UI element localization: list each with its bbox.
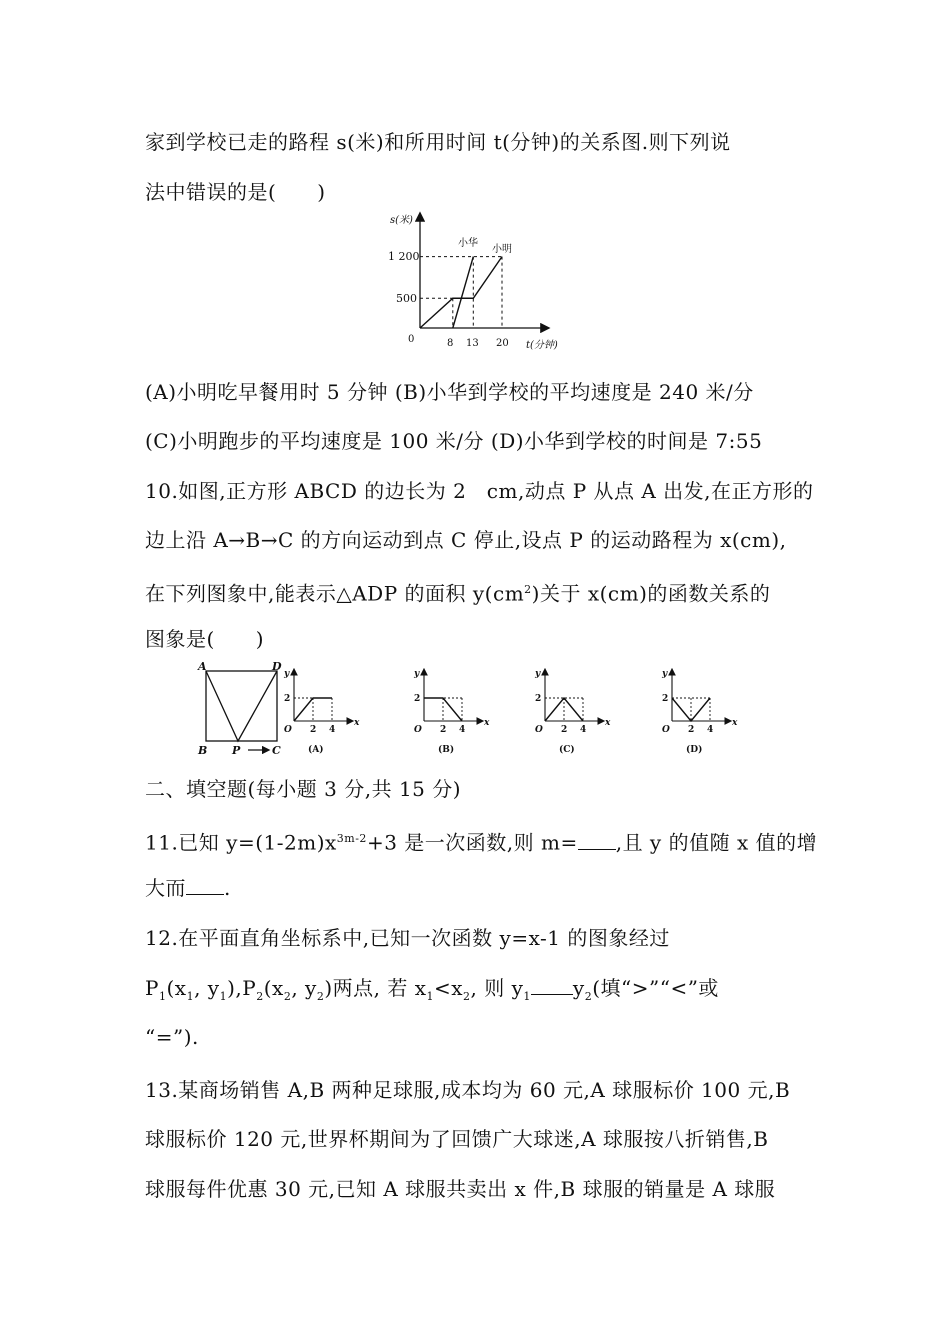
q9-stem-line1: 家到学校已走的路程 s(米)和所用时间 t(分钟)的关系图.则下列说	[145, 130, 731, 154]
q13-line3: 球服每件优惠 30 元,已知 A 球服共卖出 x 件,B 球服的销量是 A 球服	[145, 1177, 776, 1201]
axis-label-y: y	[284, 669, 290, 679]
tick-x-2: 2	[440, 725, 447, 735]
origin-label: O	[414, 725, 422, 735]
q13-line2: 球服标价 120 元,世界杯期间为了回馈广大球迷,A 球服按八折销售,B	[145, 1127, 769, 1151]
q10-option-graph-d	[661, 669, 738, 755]
q10-line4: 图象是( )	[145, 627, 265, 651]
function-line	[545, 698, 583, 721]
q10-line1: 10.如图,正方形 ABCD 的边长为 2 cm,动点 P 从点 A 出发,在正方形的	[145, 479, 814, 503]
series-line-2	[453, 257, 474, 328]
q9-x-tick-20: 20	[496, 338, 509, 349]
q12-cmp-mid: <x	[433, 976, 464, 1000]
q9-distance-time-graph	[380, 208, 580, 358]
q11-line2	[145, 875, 231, 901]
square-abcd	[206, 671, 277, 741]
q10-option-graph-c	[534, 669, 611, 755]
q9-stem-line2: 法中错误的是( )	[145, 180, 326, 204]
tick-x-4: 4	[329, 725, 336, 735]
q11-exponent: 3m-2	[336, 832, 367, 845]
q10-line3-b: )关于 x(cm)的函数关系的	[531, 581, 771, 606]
q11-line2-end: .	[224, 876, 231, 900]
q10-option-graph-a	[283, 669, 360, 755]
tick-y-2: 2	[284, 694, 291, 704]
q9-y-tick-500: 500	[396, 292, 417, 305]
q11-line1	[145, 826, 817, 856]
tick-x-4: 4	[459, 725, 466, 735]
q12-p2-b-sub: 2	[316, 990, 325, 1003]
q12-p1-b: , y	[194, 976, 220, 1000]
tick-y-2: 2	[662, 694, 669, 704]
q9-x-tick-13: 13	[466, 338, 479, 349]
q12-ans-sub1: 1	[523, 990, 531, 1003]
q10-line2: 边上沿 A→B→C 的方向运动到点 C 停止,设点 P 的运动路程为 x(cm),	[145, 528, 787, 552]
option-label: (D)	[686, 745, 703, 755]
section-2-title: 二、填空题(每小题 3 分,共 15 分)	[145, 777, 462, 801]
q12-line3: “=”).	[145, 1025, 199, 1049]
q12-ans-sub2: 2	[584, 990, 593, 1003]
function-line	[672, 698, 710, 721]
q9-label-xiaohua: 小华	[458, 238, 478, 249]
tick-x-2: 2	[688, 725, 695, 735]
tick-x-4: 4	[707, 725, 714, 735]
q10-square-figure	[197, 660, 282, 757]
q12-line2	[145, 975, 719, 1010]
q9-x-tick-8: 8	[447, 338, 454, 349]
q12-cmp-sub1: 1	[426, 990, 434, 1003]
q10-option-graph-b	[413, 669, 490, 755]
axis-label-y: y	[662, 669, 668, 679]
q11-part3: ,且 y 的值随 x 值的增	[615, 830, 818, 855]
q9-label-xiaoming: 小明	[492, 244, 512, 255]
q9-x-axis-label: t(分钟)	[526, 340, 558, 351]
tick-y-2: 2	[535, 694, 542, 704]
q10-line3	[145, 577, 770, 607]
q11-blank-trend[interactable]	[186, 876, 224, 895]
q12-tail: (填“>”“<”或	[592, 976, 719, 1000]
q11-line2-text: 大而	[145, 876, 186, 900]
q9-origin: 0	[408, 334, 415, 345]
q12-p1-sub: 1	[158, 990, 167, 1003]
axis-label-x: x	[354, 718, 360, 728]
q11-part1: 11.已知 y=(1-2m)x	[145, 830, 337, 855]
q10-line3-sup: 2	[524, 583, 532, 596]
q9-y-tick-1200: 1 200	[388, 250, 420, 263]
label-b: B	[198, 744, 208, 757]
origin-label: O	[535, 725, 543, 735]
label-c: C	[272, 744, 281, 757]
q12-p1-b-sub: 1	[219, 990, 228, 1003]
series-line-1	[420, 257, 502, 328]
axis-label-x: x	[484, 718, 490, 728]
q13-line1: 13.某商场销售 A,B 两种足球服,成本均为 60 元,A 球服标价 100 元,B	[145, 1078, 791, 1102]
option-label: (A)	[308, 745, 324, 755]
q12-p1-a-sub: 1	[186, 990, 195, 1003]
q12-p2-c: )两点, 若 x	[324, 976, 427, 1000]
q12-p2-a: (x	[263, 976, 284, 1000]
q12-p2-a-sub: 2	[283, 990, 292, 1003]
q11-blank-m[interactable]	[578, 831, 616, 850]
q12-p1-c: ),	[227, 976, 243, 1000]
axis-label-x: x	[732, 718, 738, 728]
q12-cmp-end: , 则 y	[470, 976, 524, 1000]
tick-x-2: 2	[561, 725, 568, 735]
tick-x-4: 4	[580, 725, 587, 735]
triangle-adp	[206, 671, 277, 741]
axis-label-y: y	[414, 669, 420, 679]
label-p: P	[232, 744, 241, 757]
tick-y-2: 2	[414, 694, 421, 704]
function-line	[294, 698, 332, 721]
q12-p2-sub: 2	[256, 990, 264, 1003]
origin-label: O	[662, 725, 670, 735]
option-label: (C)	[559, 745, 575, 755]
q9-options-ab: (A)小明吃早餐用时 5 分钟 (B)小华到学校的平均速度是 240 米/分	[145, 380, 754, 404]
q12-cmp-sub2: 2	[463, 990, 471, 1003]
q11-part2: +3 是一次函数,则 m=	[366, 830, 578, 855]
q10-line3-a: 在下列图象中,能表示△ADP 的面积 y(cm	[145, 581, 525, 606]
q12-line1: 12.在平面直角坐标系中,已知一次函数 y=x-1 的图象经过	[145, 926, 670, 950]
tick-x-2: 2	[310, 725, 317, 735]
q9-options-cd: (C)小明跑步的平均速度是 100 米/分 (D)小华到学校的时间是 7:55	[145, 429, 763, 453]
q12-blank-compare[interactable]	[531, 976, 573, 995]
q12-p2: P	[242, 976, 257, 1000]
axis-label-x: x	[605, 718, 611, 728]
label-d: D	[272, 660, 282, 673]
q12-ans-after: y	[572, 976, 585, 1000]
q12-p2-b: , y	[291, 976, 317, 1000]
axis-label-y: y	[535, 669, 541, 679]
q9-y-axis-label: s(米)	[390, 215, 413, 226]
origin-label: O	[284, 725, 292, 735]
q12-p1-a: (x	[166, 976, 187, 1000]
q10-figures	[190, 660, 770, 760]
q12-p1: P	[145, 976, 159, 1000]
option-label: (B)	[438, 745, 455, 755]
function-line	[424, 698, 462, 721]
label-a: A	[198, 660, 207, 673]
